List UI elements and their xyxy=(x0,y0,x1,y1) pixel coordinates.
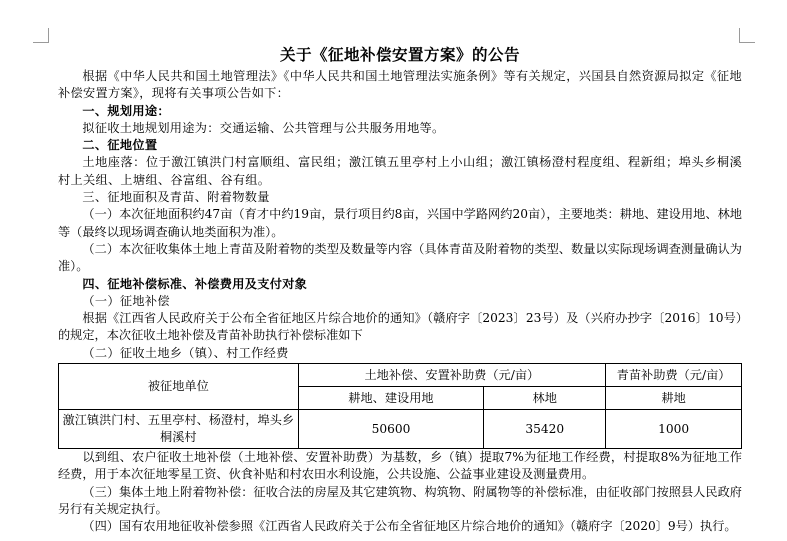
cell-farm-construction-value: 50600 xyxy=(298,410,484,449)
header-crop-compensation: 青苗补助费（元/亩） xyxy=(606,364,742,387)
section-4-sub-2: （二）征收土地乡（镇）、村工作经费 xyxy=(82,345,289,360)
table-row xyxy=(59,410,742,449)
header-land-compensation: 土地补偿、安置补助费（元/亩） xyxy=(298,364,606,387)
crop-mark-top-right xyxy=(739,28,755,43)
section-4-sub-3: （三）集体土地上附着物补偿：征收合法的房屋及其它建筑物、构筑物、附属物等的补偿标准，由征收部门按照县人民政府另行有关规定执行。 xyxy=(58,484,742,516)
cell-crop-value: 1000 xyxy=(606,410,742,449)
compensation-table xyxy=(58,363,742,449)
cell-unit: 激江镇洪门村、五里亭村、杨澄村，埠头乡桐溪村 xyxy=(59,410,299,449)
subheader-forest: 林地 xyxy=(484,387,606,410)
section-1-text: 拟征收土地规划用途为：交通运输、公共管理与公共服务用地等。 xyxy=(82,120,445,135)
document-title: 关于《征地补偿安置方案》的公告 xyxy=(279,45,520,64)
crop-mark-top-left xyxy=(33,28,49,43)
cell-forest-value: 35420 xyxy=(484,410,606,449)
document-body xyxy=(58,44,742,536)
intro-paragraph: 根据《中华人民共和国土地管理法》《中华人民共和国土地管理法实施条例》等有关规定，兴国县自然资源局拟定《征地补偿安置方案》，现将有关事项公告如下： xyxy=(58,69,742,101)
section-2-heading: 二、征地位置 xyxy=(82,138,158,153)
section-3-heading: 三、征地面积及青苗、附着物数量 xyxy=(82,190,270,205)
section-4-sub-1-text: 根据《江西省人民政府关于公布全省征地区片综合地价的通知》（赣府字〔2023〕23号）及（兴府办抄字〔2016〕10号）的规定，本次征收土地补偿及青苗补助执行补偿标准如下 xyxy=(58,311,742,343)
section-4-heading: 四、征地补偿标准、补偿费用及支付对象 xyxy=(82,276,308,291)
section-1-heading: 一、规划用途： xyxy=(82,103,170,118)
header-unit: 被征地单位 xyxy=(59,364,299,410)
section-3-item-2: （二）本次征收集体土地上青苗及附着物的类型及数量等内容（具体青苗及附着物的类型、数量以实际现场调查测量确认为准）。 xyxy=(58,241,742,274)
section-4-sub-1: （一）征地补偿 xyxy=(82,293,170,308)
table-header-row xyxy=(59,364,742,387)
section-4-sub-4: （四）国有农用地征收补偿参照《江西省人民政府关于公布全省征地区片综合地价的通知》（赣府字〔2020〕9号）执行。 xyxy=(82,519,737,534)
section-3-item-1: （一）本次征地面积约47亩（育才中约19亩，景行项目约8亩，兴国中学路网约20亩），主要地类：耕地、建设用地、林地等（最终以现场调查确认地类面积为准）。 xyxy=(58,207,742,239)
subheader-farm-construction: 耕地、建设用地 xyxy=(298,387,484,410)
work-fund-paragraph: 以到组、农户征收土地补偿（土地补偿、安置补助费）为基数，乡（镇）提取7%为征地工作经费，村提取8%为征地工作经费，用于本次征地零星工资、伙食补贴和村农田水利设施，公共设施、公益事业建设及测量费用。 xyxy=(58,450,742,482)
subheader-farm: 耕地 xyxy=(606,387,742,410)
section-2-text: 土地座落：位于激江镇洪门村富顺组、富民组；激江镇五里亭村上小山组；激江镇杨澄村程度组、程新组；埠头乡桐溪村上关组、上塘组、谷富组、谷有组。 xyxy=(58,155,742,187)
